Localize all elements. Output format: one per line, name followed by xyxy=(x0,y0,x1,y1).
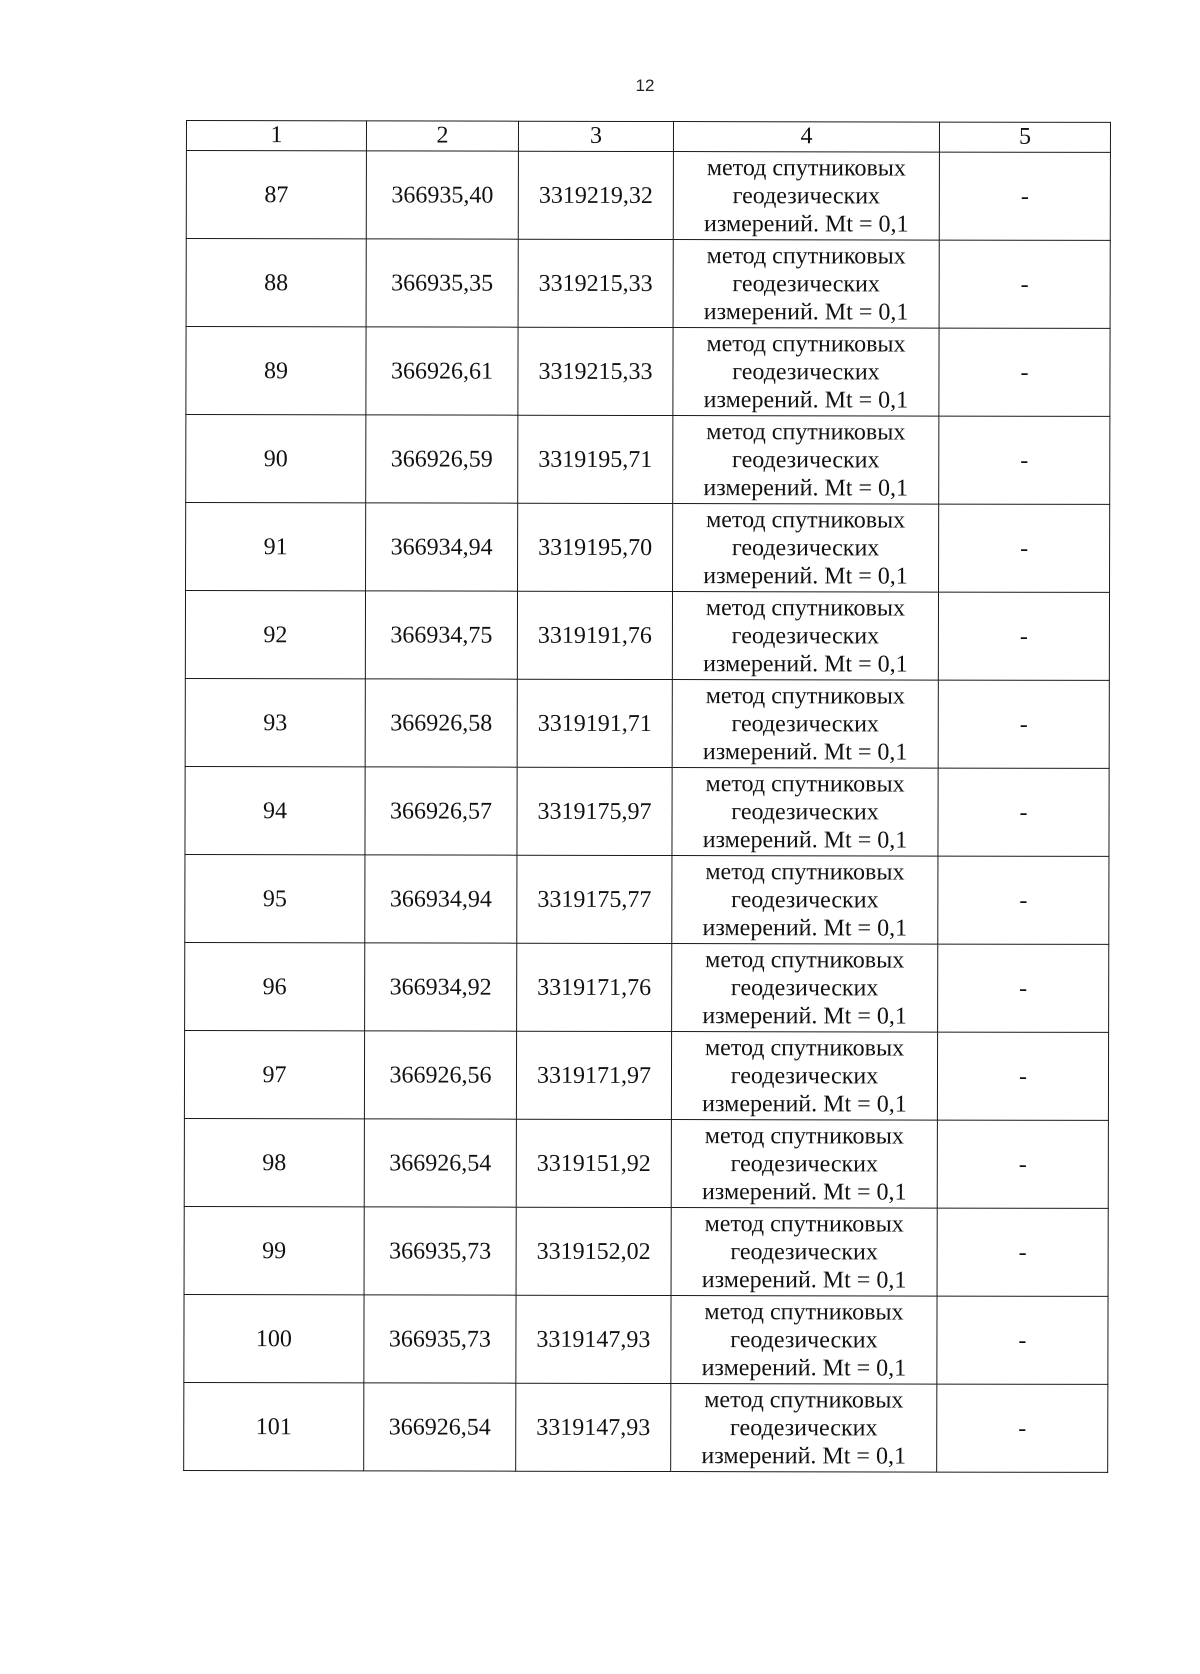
table-row xyxy=(184,1030,1108,1120)
y-coordinate-cell: 3319171,76 xyxy=(517,943,672,1031)
extra-cell: - xyxy=(939,416,1110,504)
point-number-cell: 90 xyxy=(186,415,366,503)
method-text-line: измерений. Mt = 0,1 xyxy=(702,738,908,766)
x-coordinate-cell: 366926,54 xyxy=(364,1119,516,1207)
table-body xyxy=(184,151,1111,1473)
method-cell xyxy=(671,1120,937,1209)
method-text-line: геодезических xyxy=(732,182,881,209)
method-text-line: метод спутниковых xyxy=(705,946,905,974)
y-coordinate-cell: 3319151,92 xyxy=(516,1119,671,1207)
table-row xyxy=(184,1118,1108,1208)
method-cell xyxy=(671,1208,937,1297)
method-text-line: геодезических xyxy=(732,270,880,297)
y-coordinate-cell: 3319191,71 xyxy=(517,679,672,767)
point-number-cell: 99 xyxy=(184,1206,364,1294)
method-cell xyxy=(672,768,938,857)
method-cell xyxy=(673,152,939,241)
table-row xyxy=(184,1382,1108,1472)
table-row xyxy=(186,327,1110,417)
method-text-line: измерений. Mt = 0,1 xyxy=(703,562,908,590)
point-number-cell: 95 xyxy=(185,854,365,942)
table-row xyxy=(184,1294,1108,1384)
point-number-cell: 94 xyxy=(185,766,365,854)
header-cell-5: 5 xyxy=(939,122,1110,152)
header-cell-3: 3 xyxy=(518,121,673,151)
method-text-line: измерений. Mt = 0,1 xyxy=(703,474,909,502)
point-number-cell: 98 xyxy=(184,1118,364,1206)
table-row xyxy=(185,678,1109,768)
method-text-line: измерений. Mt = 0,1 xyxy=(701,1178,907,1206)
method-text-line: метод спутниковых xyxy=(705,770,905,798)
method-cell xyxy=(672,592,938,681)
extra-cell: - xyxy=(938,856,1109,944)
table-row xyxy=(184,1206,1108,1296)
x-coordinate-cell: 366926,58 xyxy=(365,679,517,767)
method-text-line: метод спутниковых xyxy=(706,418,906,446)
method-text-line: геодезических xyxy=(731,534,880,561)
method-text-line: метод спутниковых xyxy=(704,1386,904,1414)
method-cell xyxy=(671,1296,937,1385)
method-text-line: метод спутниковых xyxy=(704,1122,904,1150)
method-text-line: геодезических xyxy=(730,1062,879,1089)
x-coordinate-cell: 366926,61 xyxy=(366,327,518,415)
extra-cell: - xyxy=(938,680,1109,768)
point-number-cell: 92 xyxy=(185,591,365,679)
method-cell xyxy=(673,504,939,593)
x-coordinate-cell: 366926,59 xyxy=(366,415,518,503)
x-coordinate-cell: 366934,94 xyxy=(366,503,518,591)
header-cell-4: 4 xyxy=(673,122,939,153)
y-coordinate-cell: 3319195,71 xyxy=(518,415,673,503)
extra-cell: - xyxy=(937,1032,1108,1120)
page-number: 12 xyxy=(635,76,655,95)
extra-cell: - xyxy=(937,1208,1108,1296)
method-text-line: измерений. Mt = 0,1 xyxy=(702,1002,907,1030)
y-coordinate-cell: 3319215,33 xyxy=(518,327,673,415)
x-coordinate-cell: 366934,75 xyxy=(365,591,517,679)
header-cell-2: 2 xyxy=(366,121,518,151)
point-number-cell: 89 xyxy=(186,327,366,415)
method-text-line: измерений. Mt = 0,1 xyxy=(703,298,909,326)
x-coordinate-cell: 366935,73 xyxy=(364,1207,516,1295)
extra-cell: - xyxy=(939,328,1110,416)
table-row xyxy=(185,854,1109,944)
method-text-line: измерений. Mt = 0,1 xyxy=(702,826,908,854)
method-text-line: геодезических xyxy=(731,622,880,649)
method-cell xyxy=(671,1032,937,1121)
y-coordinate-cell: 3319171,97 xyxy=(516,1031,671,1119)
method-text-line: метод спутниковых xyxy=(706,330,906,358)
extra-cell: - xyxy=(938,944,1109,1032)
method-text-line: измерений. Mt = 0,1 xyxy=(701,1354,907,1382)
method-text-line: геодезических xyxy=(730,974,879,1001)
point-number-cell: 101 xyxy=(184,1382,364,1470)
method-text-line: метод спутниковых xyxy=(705,858,905,886)
method-cell xyxy=(673,328,939,417)
method-text-line: метод спутниковых xyxy=(704,1034,905,1062)
header-cell-1: 1 xyxy=(186,121,366,151)
y-coordinate-cell: 3319147,93 xyxy=(516,1383,671,1471)
method-text-line: измерений. Mt = 0,1 xyxy=(702,914,908,942)
method-text-line: геодезических xyxy=(732,446,880,473)
method-text-line: метод спутниковых xyxy=(705,594,906,622)
x-coordinate-cell: 366926,54 xyxy=(364,1383,516,1471)
method-text-line: геодезических xyxy=(730,1414,878,1441)
extra-cell: - xyxy=(939,152,1110,240)
x-coordinate-cell: 366935,73 xyxy=(364,1295,516,1383)
header-row xyxy=(186,121,1110,153)
extra-cell: - xyxy=(939,504,1110,592)
point-number-cell: 87 xyxy=(186,151,366,239)
table-row xyxy=(186,151,1110,241)
x-coordinate-cell: 366935,40 xyxy=(366,151,518,239)
table-row xyxy=(186,415,1110,505)
y-coordinate-cell: 3319219,32 xyxy=(518,151,673,239)
extra-cell: - xyxy=(938,592,1109,680)
x-coordinate-cell: 366935,35 xyxy=(366,239,518,327)
x-coordinate-cell: 366926,57 xyxy=(365,767,517,855)
method-text-line: метод спутниковых xyxy=(704,1210,904,1238)
extra-cell: - xyxy=(937,1120,1108,1208)
method-text-line: метод спутниковых xyxy=(706,154,906,182)
extra-cell: - xyxy=(937,1296,1108,1384)
x-coordinate-cell: 366934,94 xyxy=(365,855,517,943)
extra-cell: - xyxy=(939,240,1110,328)
method-text-line: измерений. Mt = 0,1 xyxy=(703,210,909,238)
y-coordinate-cell: 3319195,70 xyxy=(518,503,673,591)
table-row xyxy=(185,591,1109,681)
y-coordinate-cell: 3319147,93 xyxy=(516,1295,671,1383)
method-text-line: метод спутниковых xyxy=(706,242,906,270)
y-coordinate-cell: 3319175,97 xyxy=(517,767,672,855)
point-number-cell: 91 xyxy=(186,503,366,591)
y-coordinate-cell: 3319152,02 xyxy=(516,1207,671,1295)
table-row xyxy=(186,503,1110,593)
method-cell xyxy=(672,680,938,769)
point-number-cell: 93 xyxy=(185,678,365,766)
method-text-line: геодезических xyxy=(732,358,880,385)
method-cell xyxy=(673,240,939,329)
method-text-line: геодезических xyxy=(730,1326,878,1353)
method-text-line: измерений. Mt = 0,1 xyxy=(701,1266,907,1294)
method-text-line: метод спутниковых xyxy=(704,1298,904,1326)
y-coordinate-cell: 3319175,77 xyxy=(517,855,672,943)
table-row xyxy=(186,239,1110,329)
x-coordinate-cell: 366934,92 xyxy=(365,943,517,1031)
method-cell xyxy=(672,856,938,945)
method-text-line: геодезических xyxy=(730,1150,879,1177)
table-header xyxy=(186,121,1110,153)
extra-cell: - xyxy=(938,768,1109,856)
point-number-cell: 97 xyxy=(184,1030,364,1118)
table-row xyxy=(185,942,1109,1032)
x-coordinate-cell: 366926,56 xyxy=(364,1031,516,1119)
method-text-line: метод спутниковых xyxy=(705,682,905,710)
extra-cell: - xyxy=(937,1384,1108,1472)
method-text-line: измерений. Mt = 0,1 xyxy=(701,1442,907,1470)
method-cell xyxy=(671,1384,937,1473)
point-number-cell: 88 xyxy=(186,239,366,327)
method-text-line: измерений. Mt = 0,1 xyxy=(703,386,909,414)
point-number-cell: 96 xyxy=(185,942,365,1030)
point-number-cell: 100 xyxy=(184,1294,364,1382)
y-coordinate-cell: 3319215,33 xyxy=(518,239,673,327)
method-text-line: геодезических xyxy=(731,798,879,825)
method-text-line: измерений. Mt = 0,1 xyxy=(702,1090,907,1118)
method-text-line: геодезических xyxy=(731,710,879,737)
method-cell xyxy=(673,416,939,505)
method-text-line: геодезических xyxy=(730,1238,878,1265)
coordinates-table xyxy=(183,120,1111,1473)
method-cell xyxy=(672,944,938,1033)
method-text-line: метод спутниковых xyxy=(706,506,906,534)
y-coordinate-cell: 3319191,76 xyxy=(517,591,672,679)
method-text-line: измерений. Mt = 0,1 xyxy=(703,650,908,678)
table-row xyxy=(185,766,1109,856)
method-text-line: геодезических xyxy=(731,886,879,913)
